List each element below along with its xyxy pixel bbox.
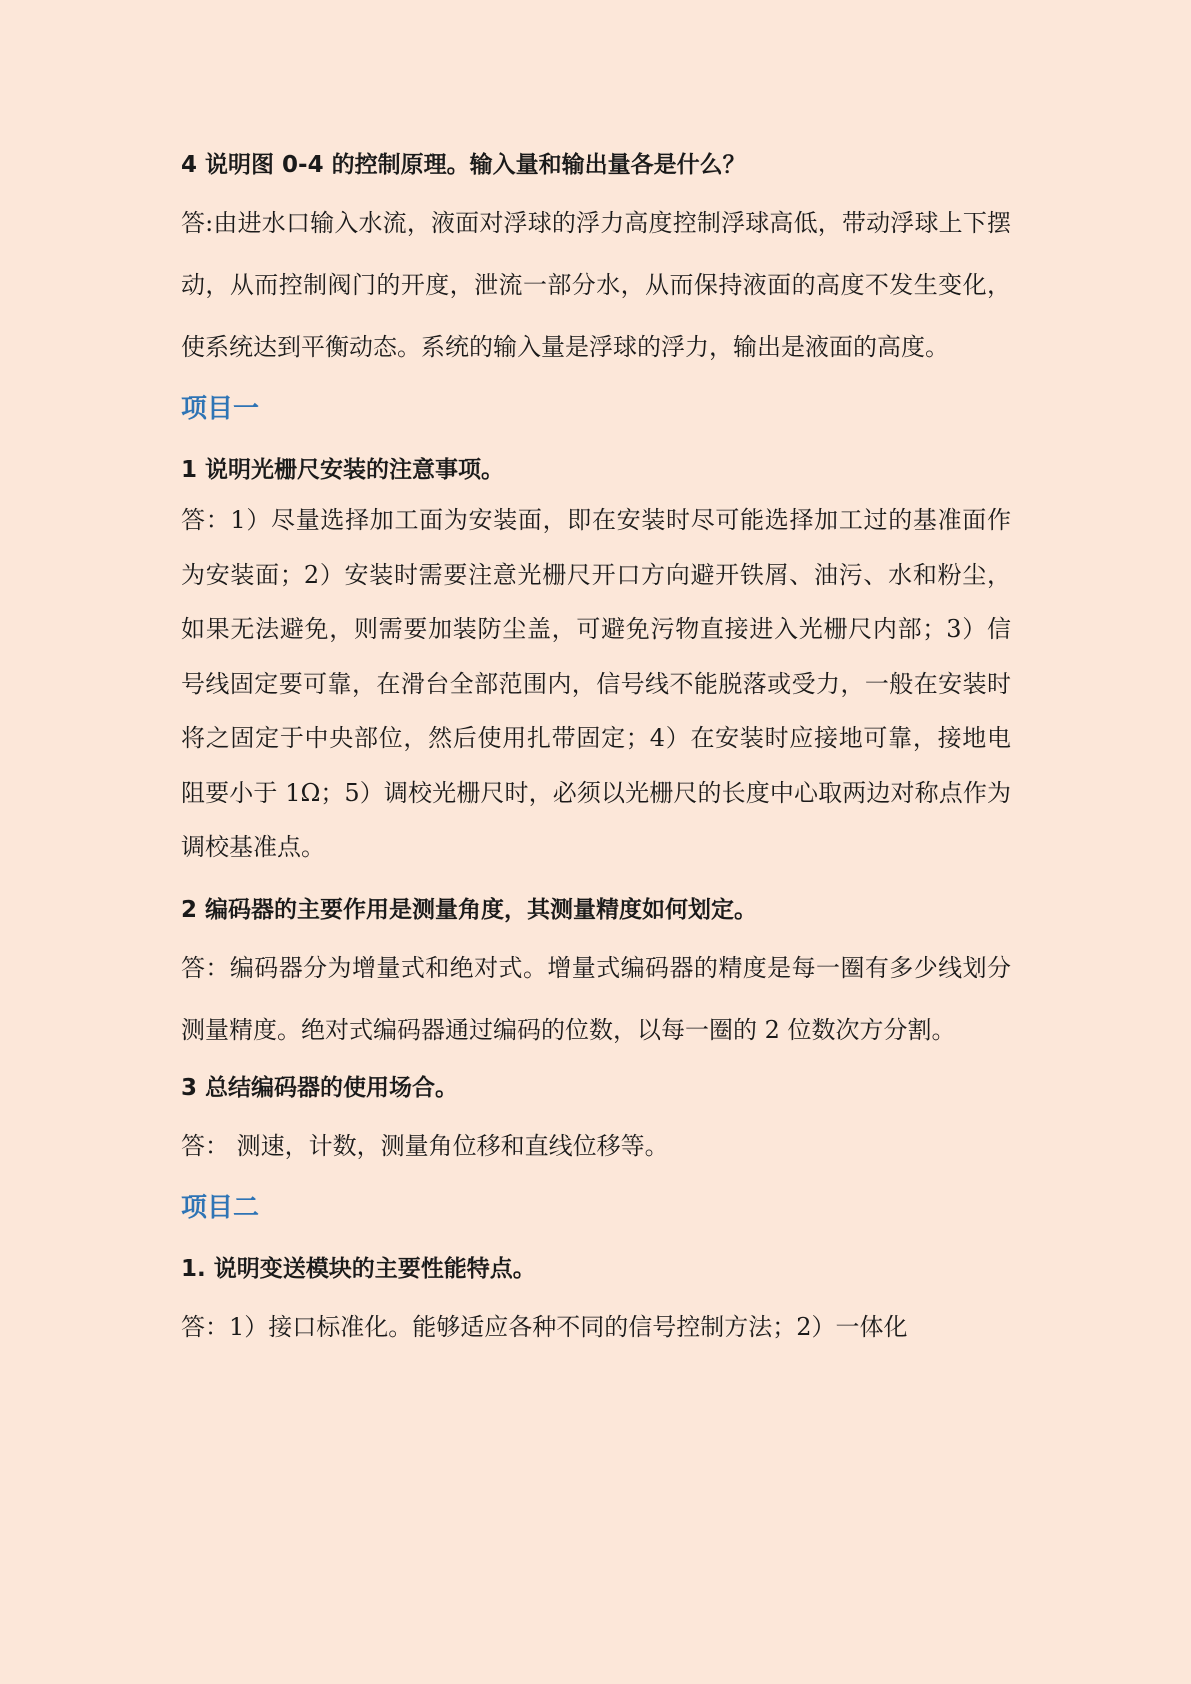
answer-paragraph: 答： 测速，计数，测量角位移和直线位移等。 — [181, 1131, 669, 1160]
question-heading: 3 总结编码器的使用场合。 — [181, 1074, 459, 1101]
question-heading: 1 说明光栅尺安装的注意事项。 — [181, 457, 505, 483]
answer-paragraph: 答：1）尽量选择加工面为安装面，即在安装时尽可能选择加工过的基准面作为安装面；2）安装时需要注意光栅尺开口方向避开铁屑、油污、水和粉尘，如果无法避免，则需要加装防尘盖，可避免污物直接进入光栅尺内部；3）信号线固定要可靠，在滑台全部范围内，信号线不能脱落或受力，一般在安装时将之固定于中央部位，然后使用扎带固定；4）在安装时应接地可靠，接地电阻要小于 1Ω；5）调校光栅尺时，必须以光栅尺的长度中心取两边对称点作为调校基准点。 — [181, 506, 1011, 861]
question-heading: 4 说明图 0-4 的控制原理。输入量和输出量各是什么？ — [181, 152, 746, 178]
section-heading-project-2: 项目二 — [181, 1192, 260, 1223]
section-heading-project-1: 项目一 — [181, 394, 260, 424]
answer-paragraph: 答:由进水口输入水流，液面对浮球的浮力高度控制浮球高低，带动浮球上下摆动，从而控制阀门的开度，泄流一部分水，从而保持液面的高度不发生变化，使系统达到平衡动态。系统的输入量是浮球的浮力，输出是液面的高度。 — [181, 209, 1011, 361]
answer-paragraph: 答：编码器分为增量式和绝对式。增量式编码器的精度是每一圈有多少线划分测量精度。绝对式编码器通过编码的位数，以每一圈的 2 位数次方分割。 — [181, 953, 1011, 1044]
document-page — [181, 150, 1011, 1358]
question-heading: 1. 说明变送模块的主要性能特点。 — [181, 1255, 536, 1282]
question-heading: 2 编码器的主要作用是测量角度，其测量精度如何划定。 — [181, 896, 758, 923]
answer-paragraph: 答：1）接口标准化。能够适应各种不同的信号控制方法；2）一体化 — [181, 1312, 908, 1341]
